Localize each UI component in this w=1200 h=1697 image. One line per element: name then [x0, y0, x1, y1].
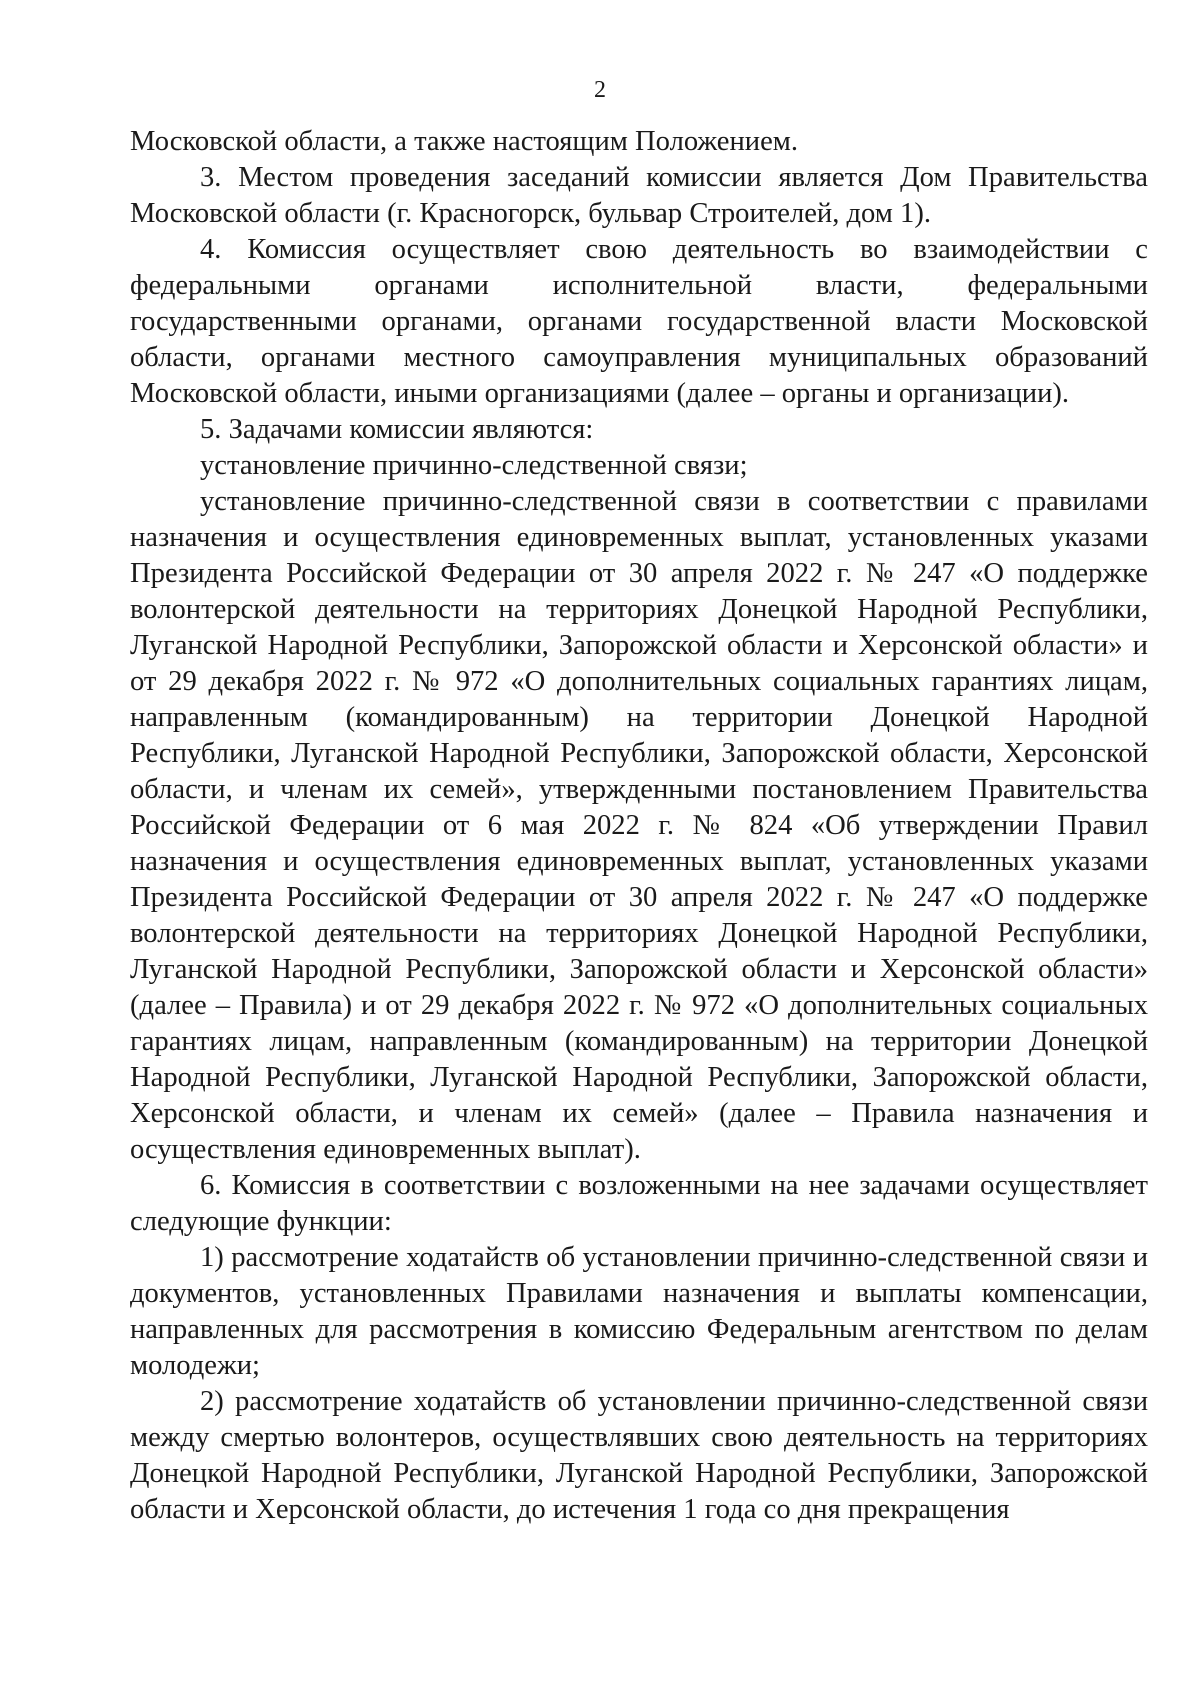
paragraph-item-6: 6. Комиссия в соответствии с возложенными на нее задачами осуществляет следующие функции:	[130, 1170, 1148, 1237]
page-number: 2	[594, 77, 606, 103]
paragraph-function-2: 2) рассмотрение ходатайств об установлении причинно-следственной связи между смертью волонтеров, осуществлявших свою деятельность на территориях Донецкой Народной Республики, Луганской Народной Республики, Запорожской области и Херсонской области, до истечения 1 года со дня прекращения	[130, 1386, 1148, 1525]
paragraph-continuation: Московской области, а также настоящим Положением.	[130, 126, 799, 157]
paragraph-task-1: установление причинно-следственной связи;	[200, 450, 748, 481]
paragraph-item-3: 3. Местом проведения заседаний комиссии является Дом Правительства Московской области (г. Красногорск, бульвар Строителей, дом 1).	[130, 162, 1148, 229]
document-body	[130, 124, 1148, 1528]
paragraph-function-1: 1) рассмотрение ходатайств об установлении причинно-следственной связи и документов, установленных Правилами назначения и выплаты компенсации, направленных для рассмотрения в комиссию Федеральным агентством по делам молодежи;	[130, 1242, 1148, 1381]
paragraph-item-5: 5. Задачами комиссии являются:	[200, 414, 594, 445]
paragraph-task-2: установление причинно-следственной связи в соответствии с правилами назначения и осуществления единовременных выплат, установленных указами Президента Российской Федерации от 30 апреля 2022 г. № 247 «О поддержке волонтерской деятельности на территориях Донецкой Народной Республики, Луганской Народной Республики, Запорожской области и Херсонской области» и от 29 декабря 2022 г. № 972 «О дополнительных социальных гарантиях лицам, направленным (командированным) на территории Донецкой Народной Республики, Луганской Народной Республики, Запорожской области, Херсонской области, и членам их семей», утвержденными постановлением Правительства Российской Федерации от 6 мая 2022 г. № 824 «Об утверждении Правил назначения и осуществления единовременных выплат, установленных указами Президента Российской Федерации от 30 апреля 2022 г. № 247 «О поддержке волонтерской деятельности на территориях Донецкой Народной Республики, Луганской Народной Республики, Запорожской области и Херсонской области» (далее – Правила) и от 29 декабря 2022 г. № 972 «О дополнительных социальных гарантиях лицам, направленным (командированным) на территории Донецкой Народной Республики, Луганской Народной Республики, Запорожской области, Херсонской области, и членам их семей» (далее – Правила назначения и осуществления единовременных выплат).	[130, 486, 1148, 1165]
paragraph-item-4: 4. Комиссия осуществляет свою деятельность во взаимодействии с федеральными органами исполнительной власти, федеральными государственными органами, органами государственной власти Московской области, органами местного самоуправления муниципальных образований Московской области, иными организациями (далее – органы и организации).	[130, 234, 1148, 409]
